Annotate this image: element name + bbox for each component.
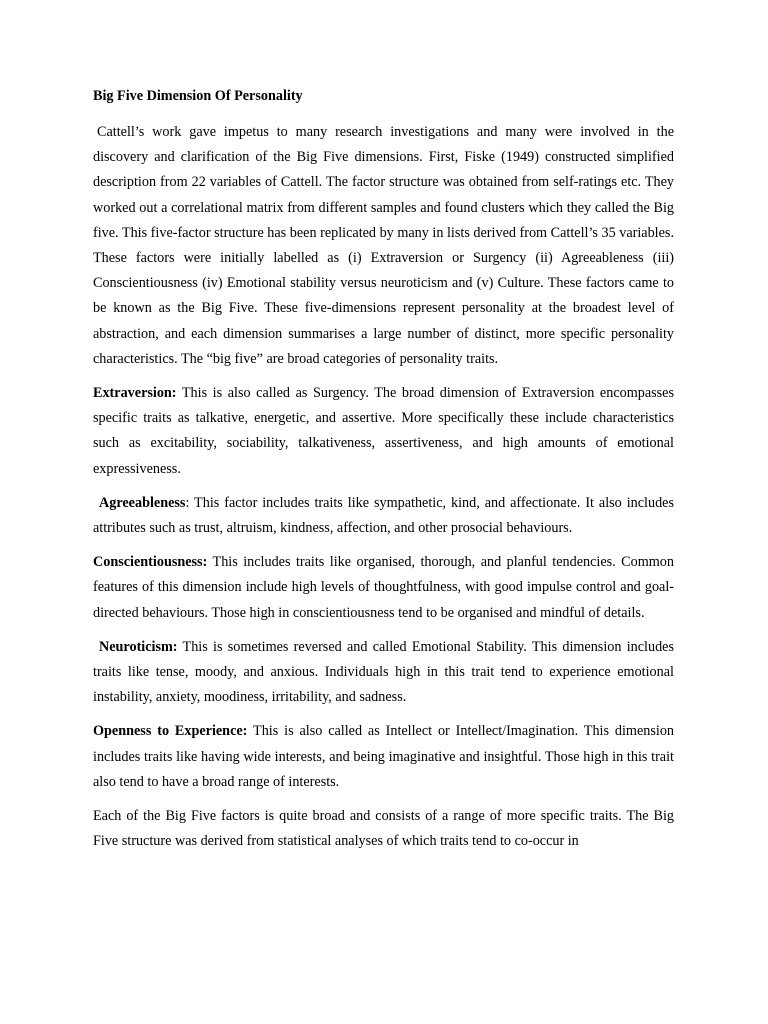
agreeableness-text: : This factor includes traits like sympathetic, kind, and affectionate. It also includes attributes such as trust, altruism, kindness, affection, and other prosocial behaviours. [93, 494, 674, 537]
document-page [93, 86, 674, 863]
extraversion-term: Extraversion: [93, 385, 177, 402]
neuroticism-paragraph [93, 635, 674, 711]
conscientiousness-paragraph [93, 550, 674, 626]
agreeableness-term: Agreeableness [99, 494, 186, 511]
agreeableness-paragraph [93, 491, 674, 541]
document-title: Big Five Dimension Of Personality [93, 88, 303, 104]
extraversion-paragraph [93, 381, 674, 482]
neuroticism-text: This is sometimes reversed and called Emotional Stability. This dimension includes traits like tense, moody, and anxious. Individuals high in this trait tend to experience emotional instability, anxiety, moodiness, irritability, and sadness. [93, 638, 674, 706]
conscientiousness-term: Conscientiousness: [93, 554, 208, 571]
openness-text: This is also called as Intellect or Intellect/Imagination. This dimension includes traits like having wide interests, and being imaginative and insightful. Those high in this trait also tend to have a broad range of interests. [93, 723, 675, 790]
closing-paragraph: Each of the Big Five factors is quite broad and consists of a range of more specific traits. The Big Five structure was derived from statistical analyses of which traits tend to co-occur in [93, 808, 674, 850]
openness-paragraph [93, 719, 674, 795]
extraversion-text: This is also called as Surgency. The broad dimension of Extraversion encompasses specific traits as talkative, energetic, and assertive. More specifically these include characteristics such as excitability, sociability, talkativeness, assertiveness, and high amounts of emotional expressiveness. [93, 385, 674, 477]
conscientiousness-text: This includes traits like organised, thorough, and planful tendencies. Common features of this dimension include high levels of thoughtfulness, with good impulse control and goal-directed behaviours. Those high in conscientiousness tend to be organised and mindful of details. [93, 554, 674, 621]
intro-paragraph: Cattell’s work gave impetus to many research investigations and many were involved in the discovery and clarification of the Big Five dimensions. First, Fiske (1949) constructed simplified description from 22 variables of Cattell. The factor structure was obtained from self-ratings etc. They worked out a correlational matrix from different samples and found clusters which they called the Big five. This five-factor structure has been replicated by many in lists derived from Cattell’s 35 variables. These factors were initially labelled as (i) Extraversion or Surgency (ii) Agreeableness (iii) Conscientiousness (iv) Emotional stability versus neuroticism and (v) Culture. These factors came to be known as the Big Five. These five-dimensions represent personality at the broadest level of abstraction, and each dimension summarises a large number of distinct, more specific personality characteristics. The “big five” are broad categories of personality traits. [93, 124, 674, 367]
openness-term: Openness to Experience: [93, 723, 248, 740]
neuroticism-term: Neuroticism: [99, 638, 178, 655]
